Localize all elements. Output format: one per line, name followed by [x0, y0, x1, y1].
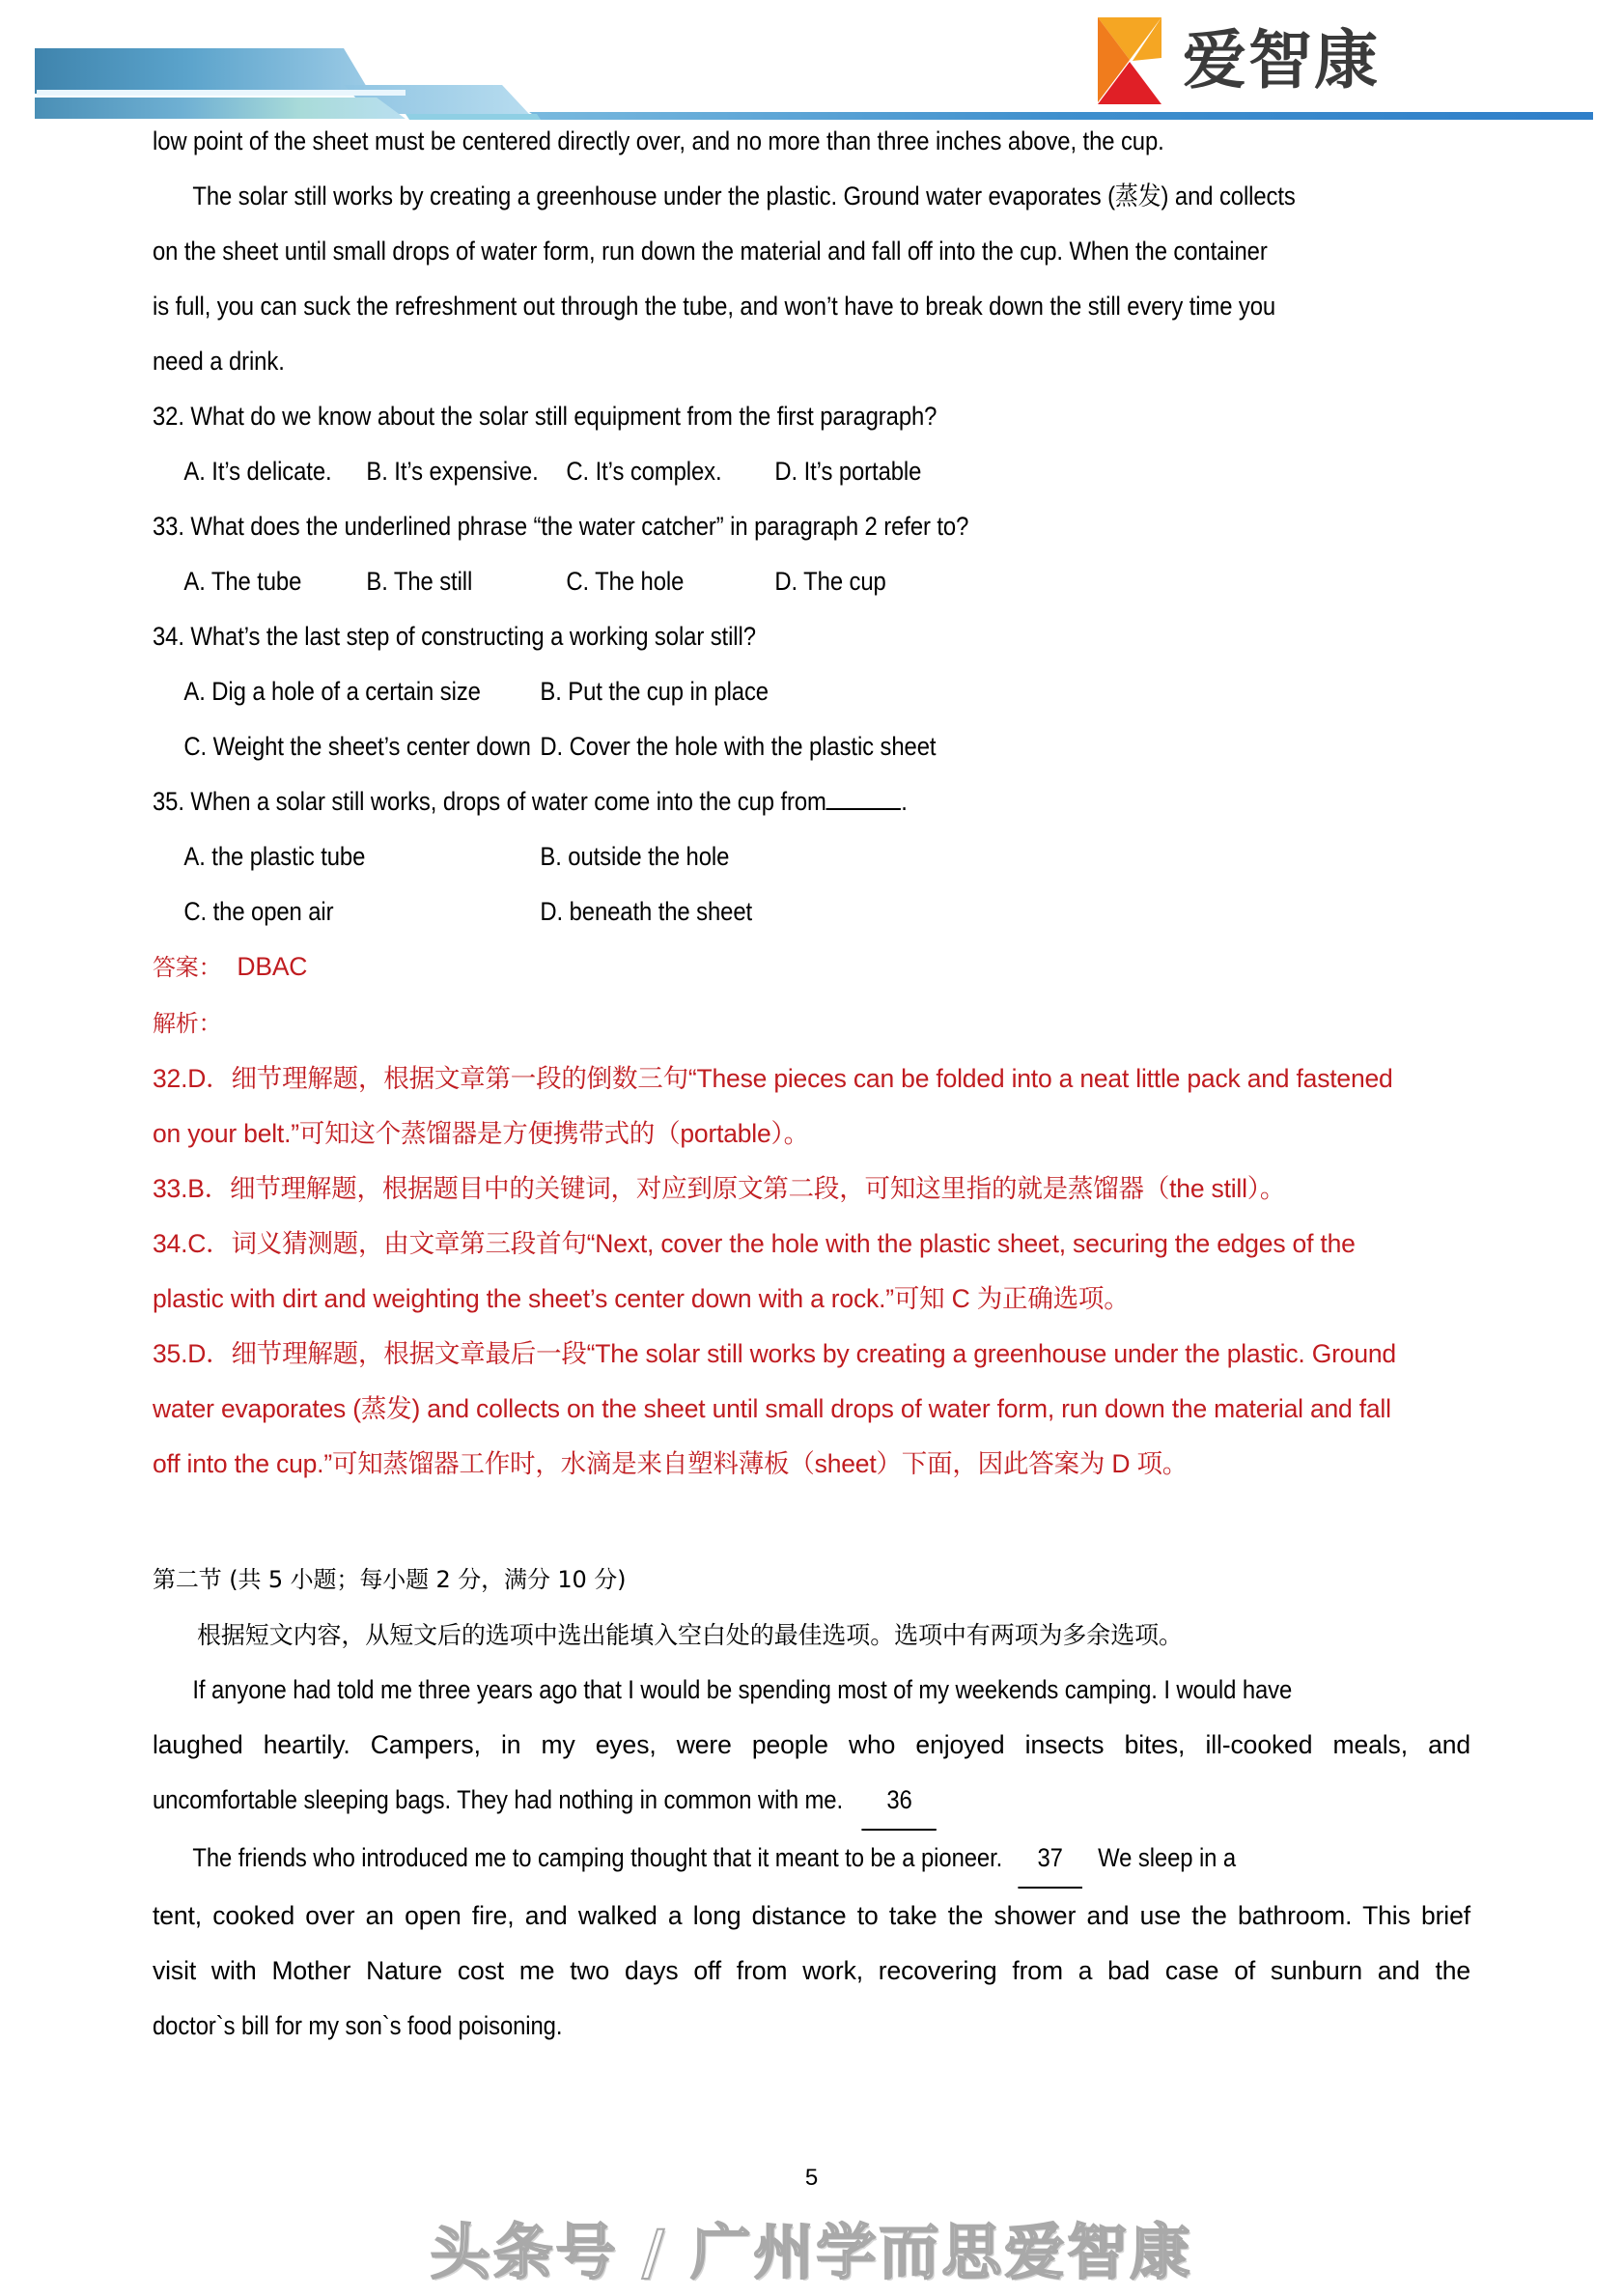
aizhikang-hourglass-logo-icon [1094, 14, 1165, 108]
question-stem-35-text: 35. When a solar still works, drops of water come into the cup from [153, 787, 826, 816]
option-32-b[interactable]: B. It’s expensive. [366, 457, 539, 486]
cloze-p2-line-2-text: tent, cooked over an open fire, and walked a long distance to take the shower and use the bathroom. This brief [153, 1901, 1470, 1930]
option-35-b[interactable]: B. outside the hole [540, 842, 730, 871]
page-number: 5 [804, 2165, 819, 2191]
question-options-34-row2 [153, 719, 1339, 774]
explanation-34-line-1: 34.C．词义猜测题，由文章第三段首句“Next, cover the hole with the plastic sheet, securing the edges of the [153, 1229, 1356, 1258]
option-33-a[interactable]: A. The tube [183, 567, 302, 596]
option-35-a[interactable]: A. the plastic tube [183, 842, 366, 871]
option-33-c[interactable]: C. The hole [566, 567, 685, 596]
option-32-c[interactable]: C. It’s complex. [566, 457, 722, 486]
explanation-33-line-1: 33.B．细节理解题，根据题目中的关键词，对应到原文第二段，可知这里指的就是蒸馏器（the still）。 [153, 1174, 1286, 1203]
answer-label: 答案： [153, 954, 222, 981]
question-stem-35 [153, 774, 1339, 829]
cloze-p2-line-1 [153, 1831, 1339, 1889]
option-34-d[interactable]: D. Cover the hole with the plastic sheet [540, 732, 937, 761]
question-stem-33: 33. What does the underlined phrase “the water catcher” in paragraph 2 refer to? [153, 512, 969, 541]
cloze-p1-line-3-text: uncomfortable sleeping bags. They had nothing in common with me. [153, 1785, 844, 1814]
explanation-32-line-1: 32.D．细节理解题，根据文章第一段的倒数三句“These pieces can be folded into a neat little pack and fastened [153, 1064, 1393, 1093]
document-content [153, 114, 1470, 2054]
question-options-35-row1 [153, 829, 1339, 884]
option-32-a[interactable]: A. It’s delicate. [183, 457, 332, 486]
question-stem-35-period: . [901, 787, 908, 816]
explanation-35-line-1: 35.D．细节理解题，根据文章最后一段“The solar still works by creating a greenhouse under the plastic. Ground [153, 1339, 1396, 1368]
section-two-title-text: 第二节 (共 5 小题；每小题 2 分，满分 10 分) [153, 1566, 627, 1593]
question-options-32 [153, 444, 1339, 499]
cloze-blank-36[interactable]: 36 [862, 1773, 937, 1831]
analysis-label: 解析： [153, 1010, 222, 1037]
question-35-answer-blank[interactable] [826, 807, 901, 810]
explanation-34-line-2: plastic with dirt and weighting the sheet’s center down with a rock.”可知 C 为正确选项。 [153, 1284, 1130, 1313]
passage-line: need a drink. [153, 347, 285, 376]
passage-line: on the sheet until small drops of water form, run down the material and fall off into the cup. When the container [153, 237, 1268, 266]
cloze-blank-37[interactable]: 37 [1018, 1831, 1082, 1889]
cloze-p1-line-2-text: laughed heartily. Campers, in my eyes, were people who enjoyed insects bites, ill-cooked meals, and [153, 1730, 1470, 1759]
option-32-d[interactable]: D. It’s portable [774, 457, 922, 486]
document-page [0, 114, 1623, 2054]
question-options-35-row2 [153, 884, 1339, 939]
option-34-b[interactable]: B. Put the cup in place [540, 677, 769, 706]
cloze-p1-line-2 [153, 1718, 1470, 1773]
answer-row [153, 939, 1470, 995]
question-stem-32: 32. What do we know about the solar still equipment from the first paragraph? [153, 402, 937, 431]
watermark: 头条号 / 广州学而思爱智康 [430, 2217, 1193, 2287]
cloze-p2-line-3 [153, 1944, 1470, 1999]
explanation-35-line-2: water evaporates (蒸发) and collects on the sheet until small drops of water form, run down the material and fall [153, 1394, 1391, 1423]
option-33-b[interactable]: B. The still [366, 567, 473, 596]
section-two-instruction [153, 1608, 1470, 1663]
cloze-p2-line-3-text: visit with Mother Nature cost me two days off from work, recovering from a bad case of sunburn and the [153, 1956, 1470, 1985]
option-34-a[interactable]: A. Dig a hole of a certain size [183, 677, 481, 706]
cloze-p2-line-1-pre: The friends who introduced me to camping thought that it meant to be a pioneer. [192, 1843, 1003, 1872]
cloze-p1-line-3 [153, 1773, 1339, 1831]
cloze-p2-line-2 [153, 1889, 1470, 1944]
section-two-instruction-text: 根据短文内容，从短文后的选项中选出能填入空白处的最佳选项。选项中有两项为多余选项。 [197, 1621, 1183, 1649]
question-options-33 [153, 554, 1339, 609]
question-options-34-row1 [153, 664, 1339, 719]
option-33-d[interactable]: D. The cup [774, 567, 886, 596]
section-two-title [153, 1552, 1470, 1608]
option-34-c[interactable]: C. Weight the sheet’s center down [183, 732, 531, 761]
passage-line: is full, you can suck the refreshment out through the tube, and won’t have to break down the still every time you [153, 292, 1276, 321]
option-35-c[interactable]: C. the open air [183, 897, 334, 926]
analysis-label-row [153, 995, 1470, 1051]
cloze-p2-line-1-post: We sleep in a [1098, 1843, 1237, 1872]
brand-logo-text: 爱智康 [1183, 23, 1380, 98]
explanation-35-line-3: off into the cup.”可知蒸馏器工作时，水滴是来自塑料薄板（sheet）下面，因此答案为 D 项。 [153, 1449, 1189, 1478]
cloze-paragraph-1 [153, 1663, 1470, 1831]
brand-logo [1094, 14, 1380, 108]
cloze-paragraph-2 [153, 1831, 1470, 2054]
cloze-p1-line-1: If anyone had told me three years ago that I would be spending most of my weekends camping. I would have [192, 1675, 1293, 1704]
explanation-32-line-2: on your belt.”可知这个蒸馏器是方便携带式的（portable）。 [153, 1119, 809, 1148]
passage-line: The solar still works by creating a greenhouse under the plastic. Ground water evaporates (蒸发) and collects [192, 182, 1296, 210]
question-stem-34: 34. What’s the last step of constructing a working solar still? [153, 622, 756, 651]
option-35-d[interactable]: D. beneath the sheet [540, 897, 753, 926]
passage-line: low point of the sheet must be centered directly over, and no more than three inches above, the cup. [153, 126, 1164, 155]
cloze-p2-line-4: doctor`s bill for my son`s food poisoning. [153, 2011, 563, 2040]
answer-value: DBAC [237, 952, 308, 981]
